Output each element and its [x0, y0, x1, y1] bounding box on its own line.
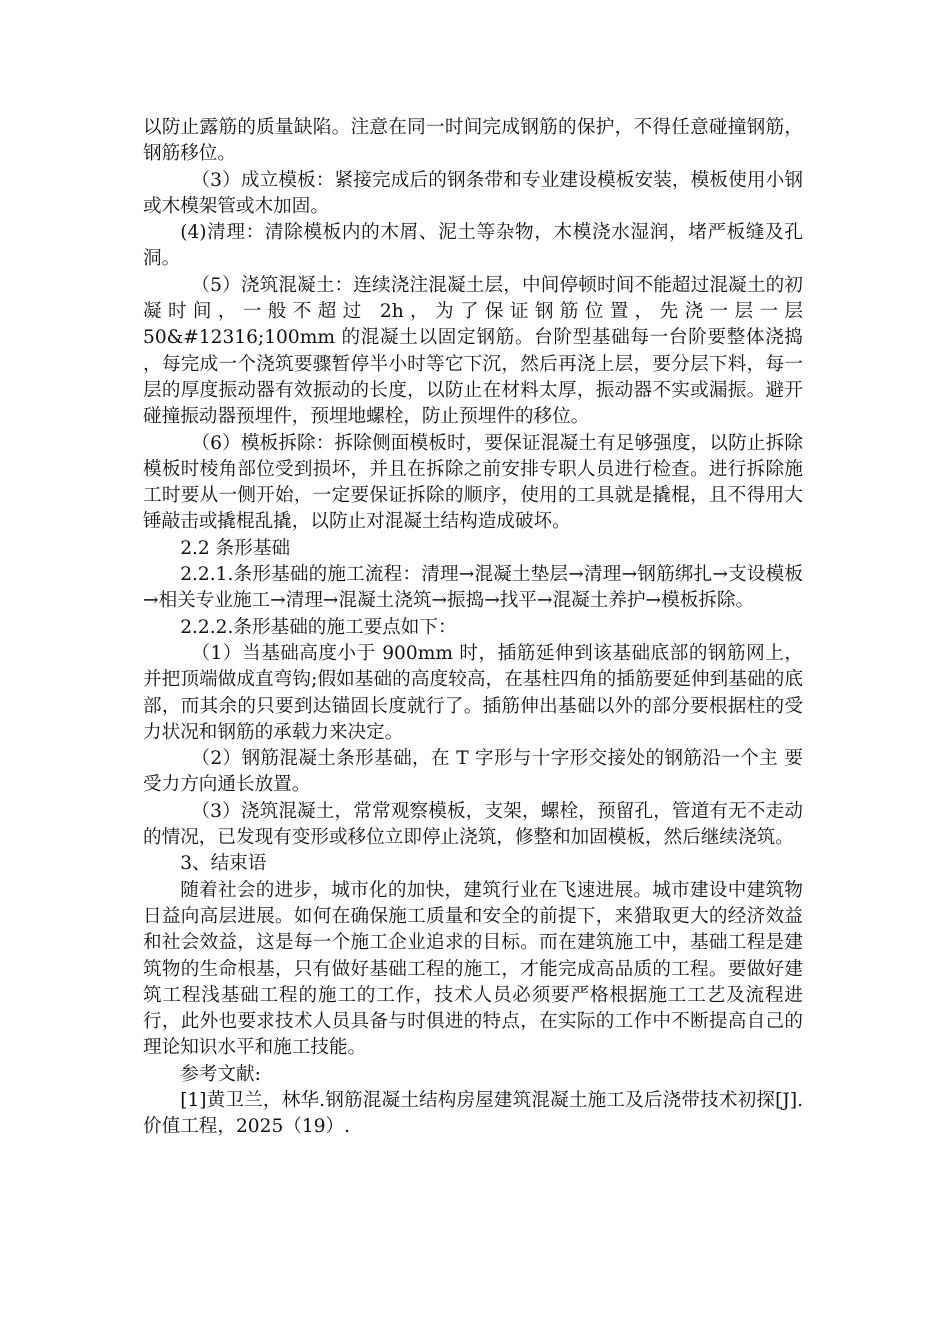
- paragraph-conclusion: 随着社会的进步，城市化的加快，建筑行业在飞速进展。城市建设中建筑物日益向高层进展。如何在确保施工质量和安全的前提下，来猎取更大的经济效益和社会效益，这是每一个施工企业追求的目标。而在建筑施工中，基础工程是建筑物的生命根基，只有做好基础工程的施工，才能完成高品质的工程。要做好建筑工程浅基础工程的施工的工作，技术人员必须要严格根据施工工艺及流程进行，此外也要求技术人员具备与时俱进的特点，在实际的工作中不断提高自己的理论知识水平和施工技能。: [143, 879, 803, 1059]
- paragraph-point-1: （1）当基础高度小于 900mm 时，插筋延伸到该基础底部的钢筋网上，并把顶端做成直弯钩;假如基础的高度较高，在基柱四角的插筋要延伸到基础的底部，而其余的只要到达锚固长度就行了。插筋伸出基础以外的部分要根据柱的受力状况和钢筋的承载力来决定。: [143, 642, 803, 743]
- paragraph-formwork-removal: （6）模板拆除：拆除侧面模板时，要保证混凝土有足够强度，以防止拆除模板时棱角部位受到损坏，并且在拆除之前安排专职人员进行检查。进行拆除施工时要从一侧开始，一定要保证拆除的顺序，使用的工具就是撬棍，且不得用大锤敲击或撬棍乱撬，以防止对混凝土结构造成破坏。: [143, 432, 803, 533]
- paragraph-continuation: 以防止露筋的质量缺陷。注意在同一时间完成钢筋的保护，不得任意碰撞钢筋，钢筋移位。: [143, 117, 803, 165]
- paragraph-formwork-setup: （3）成立模板：紧接完成后的钢条带和专业建设模板安装，模板使用小钢或木模架管或木加固。: [143, 169, 803, 217]
- subheading-key-points: 2.2.2.条形基础的施工要点如下：: [180, 616, 457, 638]
- references-heading: 参考文献:: [180, 1063, 261, 1085]
- paragraph-cleaning: (4)清理：清除模板内的木屑、泥土等杂物，木模浇水湿润，堵严板缝及孔洞。: [143, 222, 803, 270]
- document-page: [143, 115, 803, 1141]
- paragraph-point-2: （2）钢筋混凝土条形基础，在 T 字形与十字形交接处的钢筋沿一个主 要受力方向通长放置。: [143, 748, 803, 796]
- paragraph-construction-flow: 2.2.1.条形基础的施工流程：清理→混凝土垫层→清理→钢筋绑扎→支设模板→相关专业施工→清理→混凝土浇筑→振捣→找平→混凝土养护→模板拆除。: [143, 564, 803, 612]
- reference-item: [1]黄卫兰，林华.钢筋混凝土结构房屋建筑混凝土施工及后浇带技术初探[J].价值工程，2025（19）.: [143, 1089, 803, 1138]
- paragraph-pouring-concrete: （5）浇筑混凝土：连续浇注混凝土层，中间停顿时间不能超过混凝土的初凝时间，一般不超过 2h，为了保证钢筋位置，先浇一层一层 50&#12316;100mm 的混凝土以固定钢筋。台阶型基础每一台阶要整体浇捣 ，每完成一个浇筑要骤暂停半小时等它下沉，然后再浇上层，要分层下料，每一层的厚度振动器有效振动的长度，以防止在材料太厚，振动器不实或漏振。避开碰撞振动器预埋件，预埋地螺栓，防止预埋件的移位。: [143, 274, 803, 428]
- section-heading-strip-foundation: 2.2 条形基础: [180, 537, 291, 559]
- paragraph-point-3: （3）浇筑混凝土，常常观察模板，支架，螺栓，预留孔，管道有无不走动的情况，已发现有变形或移位立即停止浇筑，修整和加固模板，然后继续浇筑。: [143, 800, 803, 849]
- section-heading-conclusion: 3、结束语: [180, 853, 267, 875]
